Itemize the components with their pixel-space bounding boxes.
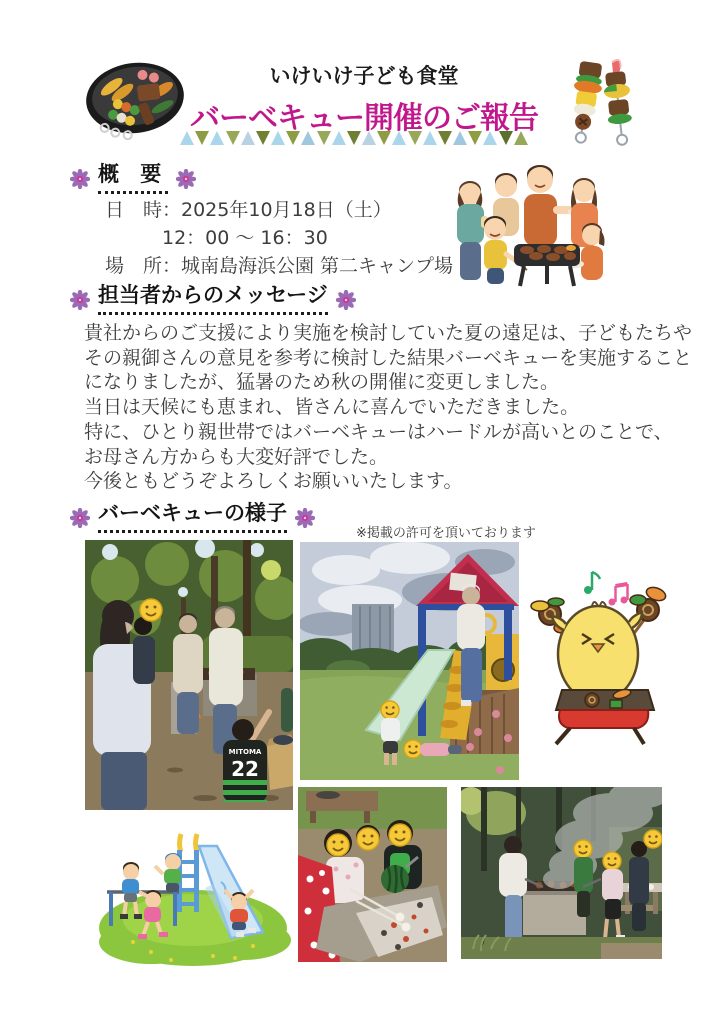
photo-marshmallow-roasting bbox=[298, 787, 447, 962]
family-bbq-illustration bbox=[432, 158, 644, 290]
overview-place: 場 所：城南島海浜公園 第二キャンプ場 bbox=[105, 255, 454, 277]
permission-note: ※掲載の許可を頂いております bbox=[356, 526, 536, 541]
page-title: バーベキュー開催のご報告 bbox=[190, 101, 538, 136]
triangle-up bbox=[514, 131, 528, 145]
triangle-down bbox=[408, 131, 422, 145]
playground-illustration bbox=[93, 824, 293, 970]
jersey-number-text: 22 bbox=[231, 757, 259, 781]
chick-right-skewer bbox=[630, 585, 667, 636]
overview-section-heading bbox=[70, 163, 196, 194]
triangle-up bbox=[271, 131, 285, 145]
music-notes bbox=[584, 572, 628, 606]
triangle-up bbox=[483, 131, 497, 145]
triangle-strip bbox=[180, 131, 528, 146]
triangle-up bbox=[301, 131, 315, 145]
triangle-up bbox=[332, 131, 346, 145]
chick-bbq-illustration bbox=[526, 562, 678, 748]
smiley-face-sticker bbox=[140, 599, 162, 621]
message-line: になりましたが、猛暑のため秋の開催に変更しました。 bbox=[84, 371, 560, 394]
smiley-face-sticker bbox=[389, 824, 411, 846]
family-grill bbox=[514, 244, 580, 286]
flower-icon bbox=[176, 169, 196, 189]
gallery-heading-label: バーベキューの様子 bbox=[98, 502, 287, 533]
photo-bbq-smoke bbox=[461, 787, 662, 959]
smiley-face-sticker bbox=[644, 830, 662, 848]
triangle-down bbox=[226, 131, 240, 145]
triangle-down bbox=[195, 131, 209, 145]
photo-playground bbox=[300, 542, 519, 780]
chick-grill bbox=[556, 688, 654, 744]
gallery-section-heading bbox=[70, 502, 315, 533]
message-line: 当日は天候にも恵まれ、皆さんに喜んでいただきました。 bbox=[84, 396, 580, 419]
bbq-skewers-icon bbox=[556, 56, 646, 148]
overview-details bbox=[105, 196, 453, 280]
overview-heading-label: 概 要 bbox=[98, 163, 168, 194]
message-line: 特に、ひとり親世帯ではバーベキューはハードルが高いとのことで、 bbox=[84, 420, 673, 443]
flower-icon bbox=[295, 508, 315, 528]
message-line: 貴社からのご支援により実施を検討していた夏の遠足は、子どもたちや bbox=[84, 322, 693, 344]
triangle-up bbox=[423, 131, 437, 145]
overview-time: 12：00 ～ 16：30 bbox=[162, 227, 328, 249]
triangle-up bbox=[180, 131, 194, 145]
triangle-down bbox=[256, 131, 270, 145]
triangle-down bbox=[286, 131, 300, 145]
flower-icon bbox=[70, 508, 90, 528]
message-line: その親御さんの意見を参考に検討した結果バーベキューを実施すること bbox=[84, 346, 693, 369]
kid-green-on-ladder bbox=[155, 853, 181, 892]
triangle-up bbox=[210, 131, 224, 145]
overview-datetime: 日 時：2025年10月18日（土） bbox=[105, 199, 392, 221]
cardboard-box bbox=[267, 734, 293, 790]
flower-icon bbox=[336, 290, 356, 310]
flower-icon bbox=[70, 290, 90, 310]
triangle-down bbox=[317, 131, 331, 145]
triangle-up bbox=[453, 131, 467, 145]
smiley-face-sticker bbox=[327, 834, 349, 856]
message-line: お母さん方からも大変好評でした。 bbox=[84, 445, 389, 468]
triangle-down bbox=[347, 131, 361, 145]
flower-icon bbox=[70, 169, 90, 189]
triangle-down bbox=[377, 131, 391, 145]
message-heading-label: 担当者からのメッセージ bbox=[98, 284, 328, 315]
photo-bbq-group bbox=[85, 540, 293, 810]
bbq-grill-plate-icon bbox=[83, 58, 187, 140]
triangle-down bbox=[468, 131, 482, 145]
family-mom-left bbox=[457, 181, 488, 280]
triangle-up bbox=[392, 131, 406, 145]
triangle-down bbox=[438, 131, 452, 145]
triangle-up bbox=[241, 131, 255, 145]
message-line: 今後ともどうぞよろしくお願いいたします。 bbox=[84, 470, 463, 493]
triangle-down bbox=[499, 131, 513, 145]
header-title-block bbox=[186, 60, 542, 137]
site-name: いけいけ子ども食堂 bbox=[269, 64, 459, 88]
message-paragraph bbox=[84, 321, 692, 494]
smiley-face-sticker bbox=[357, 828, 379, 850]
message-section-heading bbox=[70, 284, 356, 315]
jersey-name-text: MITOMA bbox=[228, 748, 262, 756]
triangle-up bbox=[362, 131, 376, 145]
